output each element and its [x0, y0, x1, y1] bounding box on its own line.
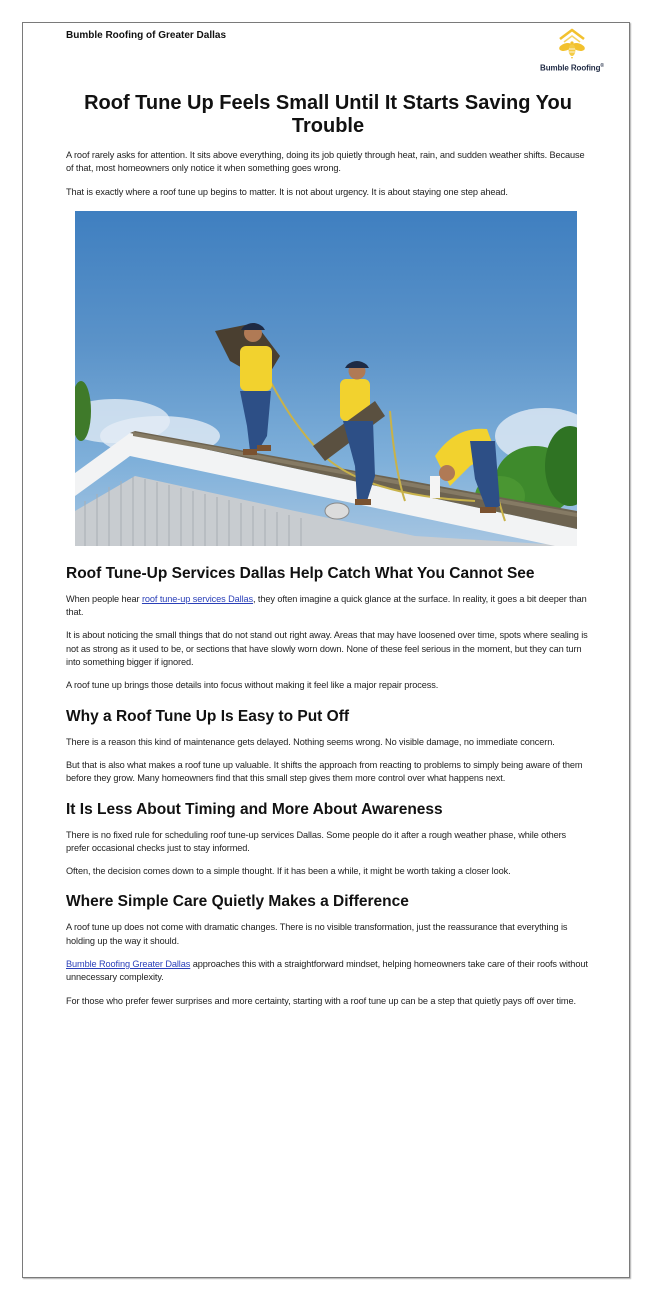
- bumble-roofing-link[interactable]: Bumble Roofing Greater Dallas: [66, 959, 191, 970]
- roofers-photo: [75, 211, 577, 546]
- section-paragraph: There is a reason this kind of maintenance gets delayed. Nothing seems wrong. No visible damage, no immediate concern.: [66, 736, 555, 747]
- section-heading: Why a Roof Tune Up Is Easy to Put Off: [66, 707, 350, 725]
- section-timing-awareness: [66, 801, 590, 879]
- hero-image-roofers: [75, 211, 577, 546]
- header-company-name: Bumble Roofing of Greater Dallas: [66, 30, 227, 41]
- document-page: [22, 22, 630, 1278]
- section-paragraph: Often, the decision comes down to a simple thought. If it has been a while, it might be worth taking a closer look.: [66, 866, 511, 877]
- section-paragraph: When people hear roof tune-up services Dallas, they often imagine a quick glance at the surface. In reality, it goes a bit deeper than that.: [66, 593, 587, 618]
- intro-paragraph-2: That is exactly where a roof tune up begins to matter. It is not about urgency. It is about staying one step ahead.: [66, 186, 508, 197]
- section-roof-tune-up-services: [66, 565, 590, 693]
- section-paragraph: There is no fixed rule for scheduling roof tune-up services Dallas. Some people do it after a rough weather phase, while others prefer occasional checks just to stay informed.: [66, 829, 567, 853]
- section-heading: It Is Less About Timing and More About Awareness: [66, 800, 443, 818]
- article-title: Roof Tune Up Feels Small Until It Starts Saving You Trouble: [84, 92, 572, 137]
- section-heading: Where Simple Care Quietly Makes a Difference: [66, 893, 409, 911]
- section-paragraph: A roof tune up does not come with dramatic changes. There is no visible transformation, just the reassurance that everything is holding up the way it should.: [66, 922, 568, 946]
- logo-wordmark: Bumble Roofing®: [540, 63, 604, 73]
- bee-roof-icon: [555, 27, 589, 61]
- intro-paragraph-1: A roof rarely asks for attention. It sits above everything, doing its job quietly through heat, rain, and sudden weather shifts. Because of that, most homeowners only notice it when something goes wrong.: [66, 150, 585, 174]
- section-heading: Roof Tune-Up Services Dallas Help Catch What You Cannot See: [66, 564, 535, 582]
- section-easy-to-put-off: [66, 708, 590, 786]
- section-paragraph: Bumble Roofing Greater Dallas approaches this with a straightforward mindset, helping homeowners take care of their roofs without unnecessary complexity.: [66, 959, 588, 983]
- roof-tune-up-services-link[interactable]: roof tune-up services Dallas: [141, 593, 254, 604]
- section-paragraph: But that is also what makes a roof tune up valuable. It shifts the approach from reacting to problems to simply being aware of them before they grow. Many homeowners find that this small step gives them more control over what happens next.: [66, 759, 583, 784]
- section-paragraph: A roof tune up brings those details into focus without making it feel like a major repair process.: [66, 680, 439, 691]
- section-simple-care: [66, 893, 590, 1007]
- section-paragraph: For those who prefer fewer surprises and more certainty, starting with a roof tune up can be a step that quietly pays off over time.: [66, 995, 576, 1006]
- company-logo[interactable]: [531, 27, 613, 79]
- article-body: [66, 92, 590, 1008]
- section-paragraph: It is about noticing the small things that do not stand out right away. Areas that may have loosened over time, spots where sealing is not as strong as it used to be, or sections that have slowly worn down. None of these feel serious in the moment, but they can turn into something bigger if ignored.: [66, 630, 588, 668]
